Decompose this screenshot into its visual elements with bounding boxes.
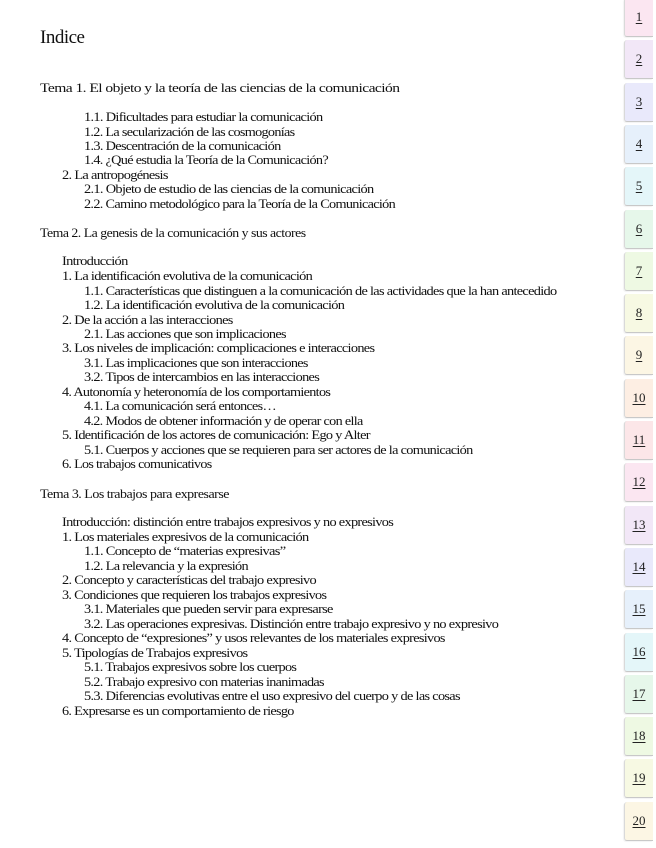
page-tab-9[interactable]: [624, 336, 653, 375]
toc-entry: 1. Los materiales expresivos de la comunicación: [62, 530, 309, 544]
page-tab-2[interactable]: [624, 40, 653, 79]
page-tab-label: 15: [632, 601, 646, 616]
toc-entry: 6. Expresarse es un comportamiento de riesgo: [62, 704, 294, 718]
page-tab-label: 11: [632, 432, 646, 447]
page-tab-7[interactable]: [624, 252, 653, 291]
toc-entry: Introducción: distinción entre trabajos expresivos y no expresivos: [62, 515, 394, 529]
toc-entry: 1. La identificación evolutiva de la comunicación: [62, 269, 313, 283]
toc-topic-heading: Tema 3. Los trabajos para expresarse: [40, 487, 229, 501]
page-tab-13[interactable]: [624, 506, 653, 545]
toc-entry: 2.1. Las acciones que son implicaciones: [84, 327, 286, 341]
page-tab-5[interactable]: [624, 167, 653, 206]
page-tab-19[interactable]: [624, 759, 653, 798]
toc-entry: 5.1. Cuerpos y acciones que se requieren para ser actores de la comunicación: [84, 443, 473, 457]
page-tab-15[interactable]: [624, 590, 653, 629]
toc-entry: 4.2. Modos de obtener información y de operar con ella: [84, 414, 363, 428]
page-tab-label: 19: [632, 770, 646, 785]
toc-entry: 5. Tipologías de Trabajos expresivos: [62, 646, 248, 660]
toc-topic-heading: Tema 1. El objeto y la teoría de las ciencias de la comunicación: [40, 81, 400, 95]
toc-entry: 5.1. Trabajos expresivos sobre los cuerpos: [84, 660, 297, 674]
page-tab-label: 6: [635, 221, 643, 236]
toc-entry: 5. Identificación de los actores de comunicación: Ego y Alter: [62, 428, 370, 442]
page-tab-label: 14: [632, 559, 646, 574]
page-tab-12[interactable]: [624, 463, 653, 502]
page-tab-label: 20: [632, 813, 646, 828]
page-tab-label: 7: [635, 263, 643, 278]
page-tab-label: 17: [632, 686, 646, 701]
toc-entry: 1.2. La identificación evolutiva de la comunicación: [84, 298, 345, 312]
page-tab-label: 9: [635, 347, 643, 362]
toc-entry: 3. Los niveles de implicación: complicaciones e interacciones: [62, 341, 375, 355]
toc-entry: 5.3. Diferencias evolutivas entre el uso expresivo del cuerpo y de las cosas: [84, 689, 460, 703]
toc-entry: 2.1. Objeto de estudio de las ciencias de la comunicación: [84, 182, 374, 196]
page-tab-label: 3: [635, 94, 643, 109]
toc-entry: 4. Autonomía y heteronomía de los comportamientos: [62, 385, 331, 399]
toc-entry: 3. Condiciones que requieren los trabajos expresivos: [62, 588, 327, 602]
page-tab-10[interactable]: [624, 379, 653, 418]
toc-topic-heading: Tema 2. La genesis de la comunicación y sus actores: [40, 226, 306, 240]
page-tab-16[interactable]: [624, 633, 653, 672]
toc-entry: 3.1. Materiales que pueden servir para expresarse: [84, 602, 333, 616]
toc-entry: 2. La antropogénesis: [62, 168, 168, 182]
page-tab-14[interactable]: [624, 548, 653, 587]
page-tab-18[interactable]: [624, 717, 653, 756]
page-tab-1[interactable]: [624, 0, 653, 37]
toc-entry: 4.1. La comunicación será entonces…: [84, 399, 276, 413]
toc-entry: 5.2. Trabajo expresivo con materias inanimadas: [84, 675, 324, 689]
toc-entry: 3.1. Las implicaciones que son interacciones: [84, 356, 308, 370]
toc-entry: 4. Concepto de “expresiones” y usos relevantes de los materiales expresivos: [62, 631, 445, 645]
page-tab-label: 4: [635, 136, 643, 151]
page-tab-label: 18: [632, 728, 646, 743]
page-tabs: [624, 0, 656, 848]
page-tab-label: 2: [635, 51, 643, 66]
toc-entry: 1.2. La relevancia y la expresión: [84, 559, 248, 573]
toc-entry: 3.2. Tipos de intercambios en las interacciones: [84, 370, 320, 384]
page-tab-8[interactable]: [624, 294, 653, 333]
toc-entry: 1.4. ¿Qué estudia la Teoría de la Comunicación?: [84, 153, 329, 167]
page-tab-label: 12: [632, 474, 646, 489]
toc-entry: 2. Concepto y características del trabajo expresivo: [62, 573, 317, 587]
page-tab-3[interactable]: [624, 83, 653, 122]
toc-entry: 3.2. Las operaciones expresivas. Distinción entre trabajo expresivo y no expresivo: [84, 617, 499, 631]
page-tab-label: 13: [632, 517, 646, 532]
page-tab-label: 16: [632, 644, 646, 659]
toc-entry: 1.1. Características que distinguen a la comunicación de las actividades que la han antecedido: [84, 284, 557, 298]
page-tab-4[interactable]: [624, 125, 653, 164]
toc-entry: 2. De la acción a las interacciones: [62, 313, 233, 327]
page-tab-20[interactable]: [624, 802, 653, 841]
toc-entry: 1.1. Dificultades para estudiar la comunicación: [84, 110, 323, 124]
page-tab-label: 5: [635, 178, 643, 193]
page-title: Indice: [40, 27, 85, 48]
page-tab-label: 10: [632, 390, 646, 405]
page-tab-11[interactable]: [624, 421, 653, 460]
toc-entry: 2.2. Camino metodológico para la Teoría de la Comunicación: [84, 197, 396, 211]
toc-entry: 6. Los trabajos comunicativos: [62, 457, 212, 471]
toc-entry: Introducción: [62, 254, 128, 268]
page-tab-17[interactable]: [624, 675, 653, 714]
page-tab-label: 8: [635, 305, 643, 320]
toc-entry: 1.2. La secularización de las cosmogonías: [84, 125, 295, 139]
toc-entry: 1.3. Descentración de la comunicación: [84, 139, 281, 153]
page-tab-label: 1: [635, 9, 643, 24]
page-tab-6[interactable]: [624, 210, 653, 249]
toc-entry: 1.1. Concepto de “materias expresivas”: [84, 544, 286, 558]
